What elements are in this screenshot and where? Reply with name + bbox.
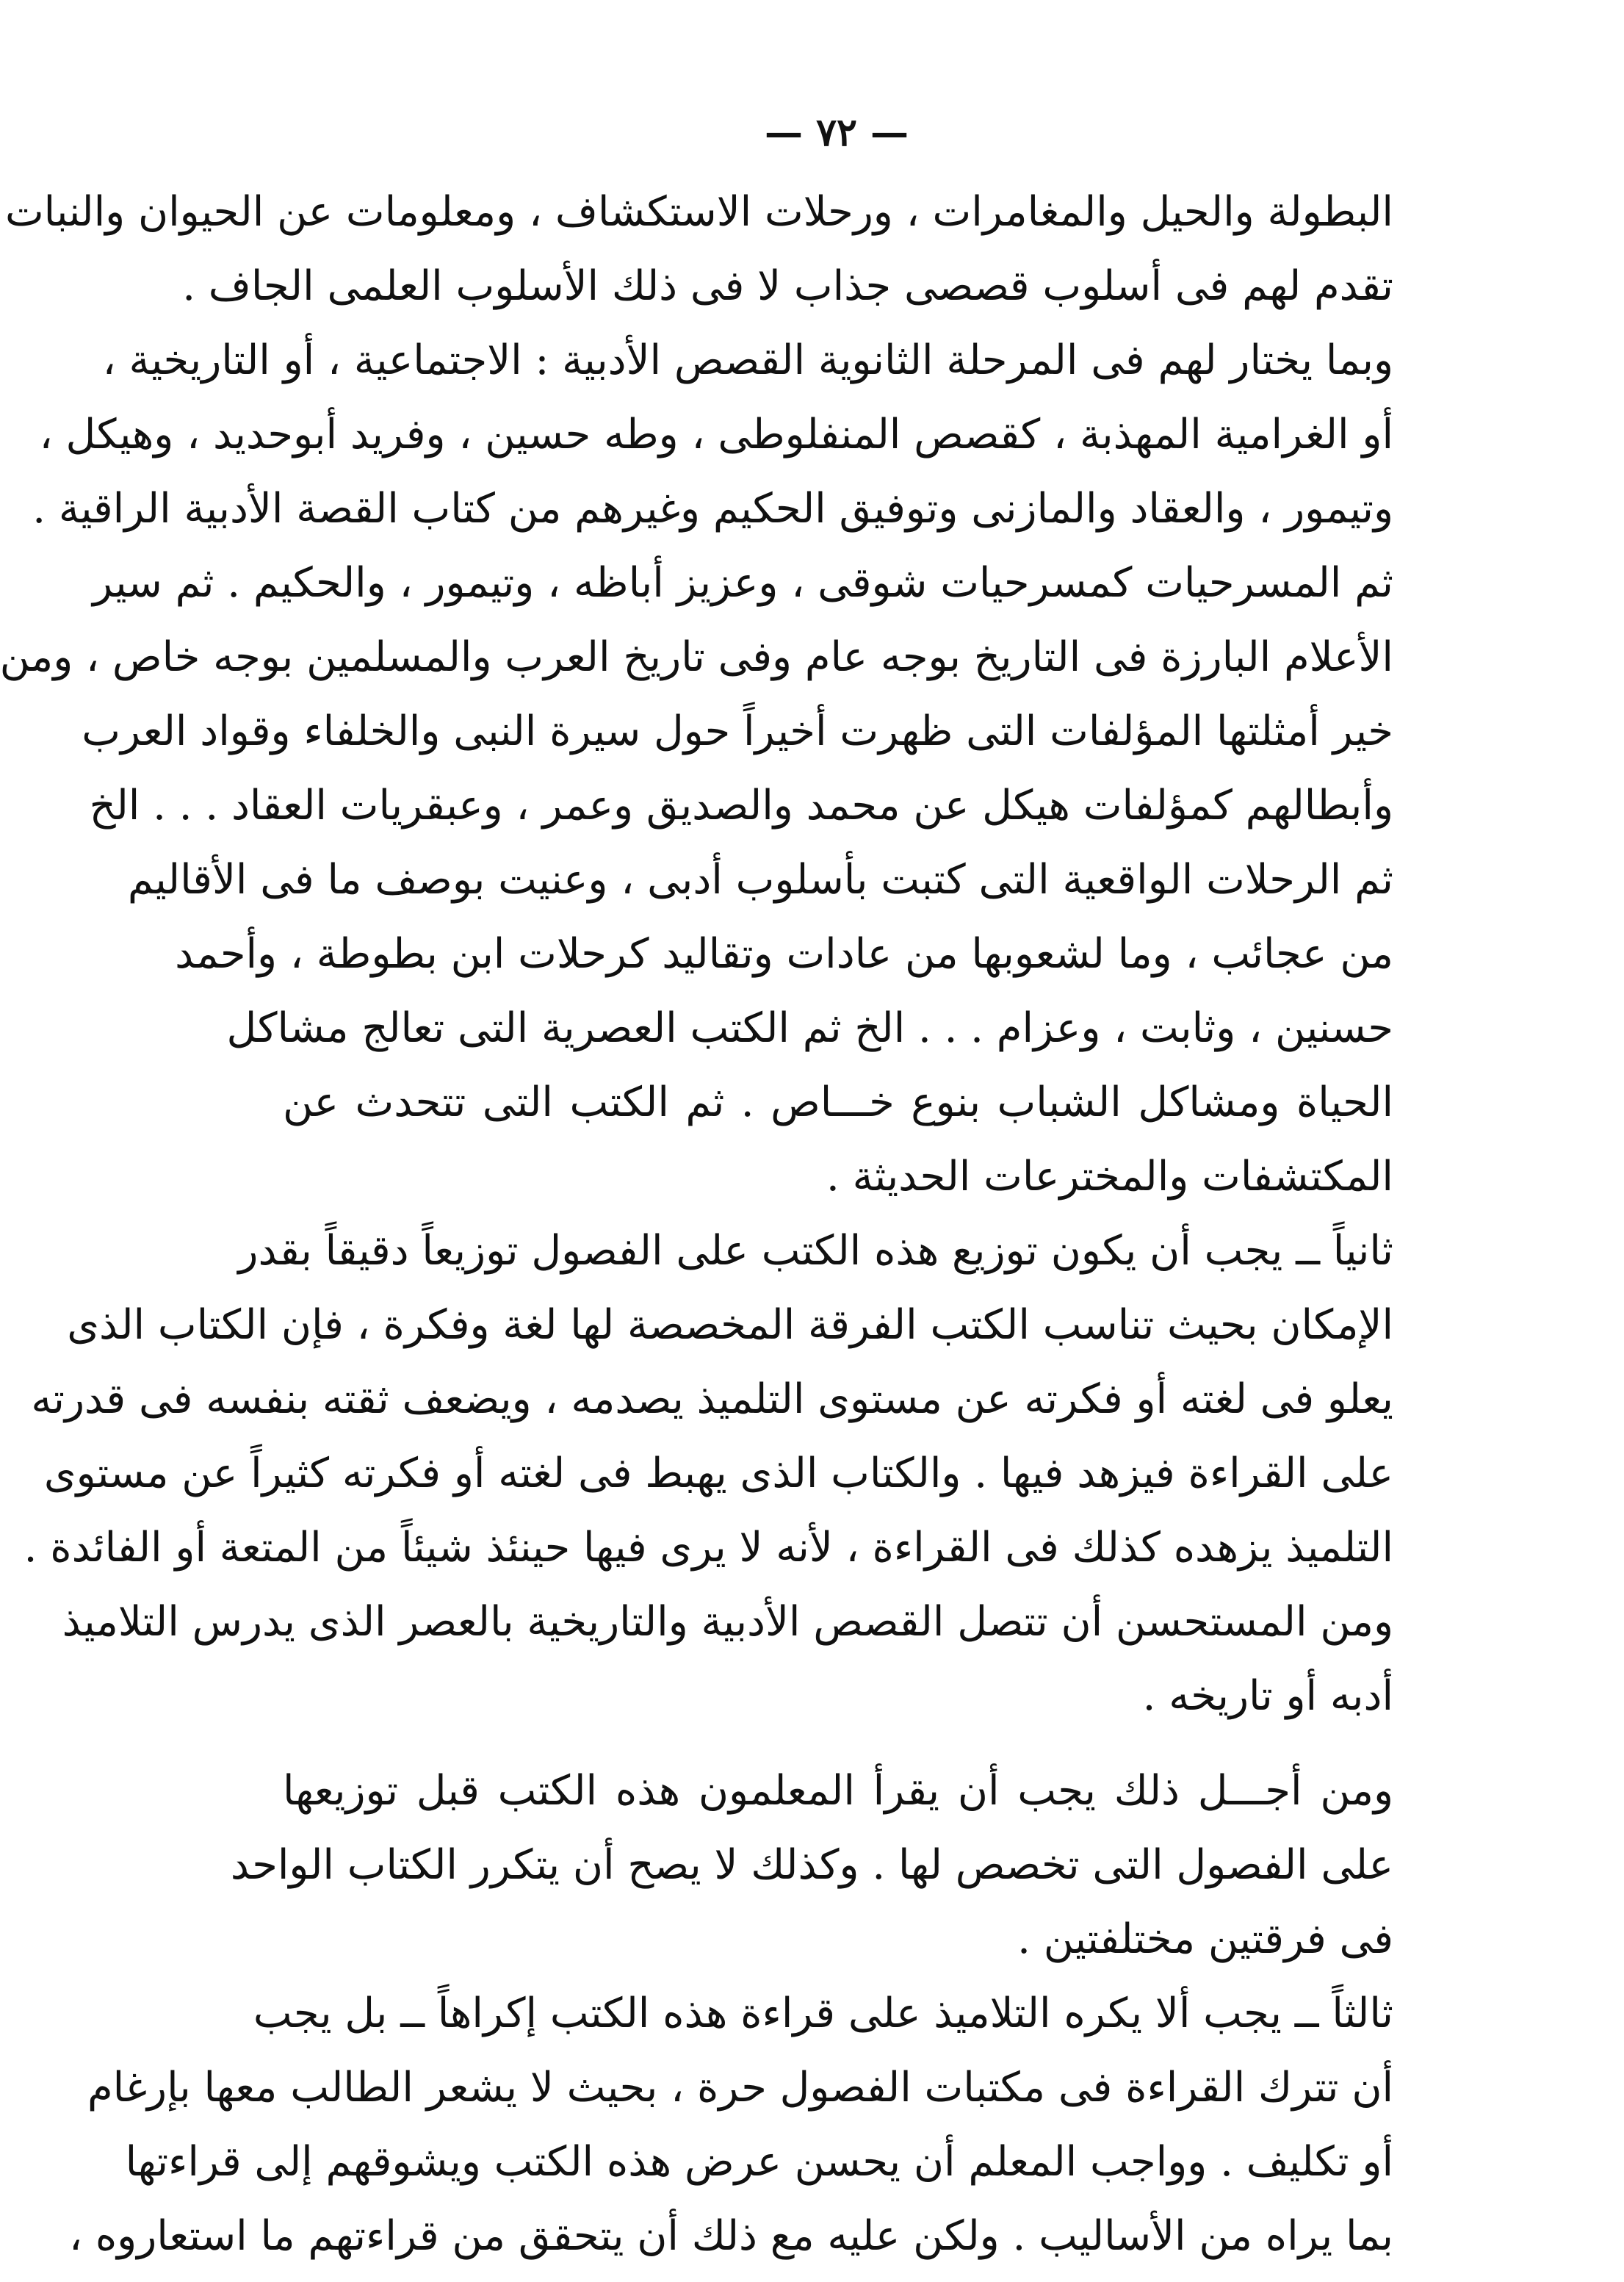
text-line: المكتشفات والمخترعات الحديثة .	[826, 1153, 1393, 1201]
text-line: خير أمثلتها المؤلفات التى ظهرت أخيراً حول سيرة النبى والخلفاء وقواد العرب	[82, 708, 1393, 755]
text-line: على الفصول التى تخصص لها . وكذلك لا يصح أن يتكرر الكتاب الواحد	[230, 1841, 1393, 1889]
text-line: ومن المستحسن أن تتصل القصص الأدبية والتاريخية بالعصر الذى يدرس التلاميذ	[62, 1598, 1393, 1646]
text-line: تقدم لهم فى أسلوب قصصى جذاب لا فى ذلك الأسلوب العلمى الجاف .	[182, 262, 1393, 310]
text-line: البطولة والحيل والمغامرات ، ورحلات الاستكشاف ، ومعلومات عن الحيوان والنبات	[4, 188, 1393, 236]
text-line: ثم الرحلات الواقعية التى كتبت بأسلوب أدبى ، وعنيت بوصف ما فى الأقاليم	[127, 856, 1393, 904]
text-line: ومن أجـــل ذلك يجب أن يقرأ المعلمون هذه الكتب قبل توزيعها	[283, 1767, 1393, 1815]
text-line: الإمكان بحيث تناسب الكتب الفرقة المخصصة لها لغة وفكرة ، فإن الكتاب الذى	[67, 1301, 1393, 1349]
text-line: أدبه أو تاريخه .	[1142, 1672, 1393, 1720]
text-line: أو الغرامية المهذبة ، كقصص المنفلوطى ، وطه حسين ، وفريد أبوحديد ، وهيكل ،	[39, 411, 1393, 458]
text-line: الأعلام البارزة فى التاريخ بوجه عام وفى تاريخ العرب والمسلمين بوجه خاص ، ومن	[0, 633, 1393, 681]
text-line: وتيمور ، والعقاد والمازنى وتوفيق الحكيم وغيرهم من كتاب القصة الأدبية الراقية .	[32, 485, 1393, 533]
text-line: يعلو فى لغته أو فكرته عن مستوى التلميذ يصدمه ، ويضعف ثقته بنفسه فى قدرته	[31, 1375, 1393, 1423]
text-line: حسنين ، وثابت ، وعزام . . . الخ ثم الكتب العصرية التى تعالج مشاكل	[226, 1004, 1393, 1052]
text-line: فى فرقتين مختلفتين .	[1017, 1915, 1393, 1963]
text-line: بما يراه من الأساليب . ولكن عليه مع ذلك أن يتحقق من قراءتهم ما استعاروه ،	[68, 2212, 1393, 2260]
text-line: من عجائب ، وما لشعوبها من عادات وتقاليد كرحلات ابن بطوطة ، وأحمد	[175, 930, 1393, 978]
text-line: ثالثاً ــ يجب ألا يكره التلاميذ على قراءة هذه الكتب إكراهاً ــ بل يجب	[253, 1990, 1393, 2037]
text-line: وبما يختار لهم فى المرحلة الثانوية القصص الأدبية : الاجتماعية ، أو التاريخية ،	[102, 336, 1393, 384]
paragraph-gap	[283, 1733, 1393, 1754]
text-line: أن تترك القراءة فى مكتبات الفصول حرة ، بحيث لا يشعر الطالب معها بإرغام	[87, 2064, 1393, 2112]
text-line: وأبطالهم كمؤلفات هيكل عن محمد والصديق وعمر ، وعبقريات العقاد . . . الخ	[89, 782, 1393, 829]
page-number: — ٧٢ —	[764, 110, 909, 155]
text-line: الحياة ومشاكل الشباب بنوع خـــاص . ثم الكتب التى تتحدث عن	[283, 1079, 1393, 1126]
text-line: ثانياً ــ يجب أن يكون توزيع هذه الكتب على الفصول توزيعاً دقيقاً بقدر	[238, 1227, 1393, 1275]
text-line: أو تكليف . وواجب المعلم أن يحسن عرض هذه الكتب ويشوقهم إلى قراءتها	[125, 2138, 1393, 2186]
body-text	[0, 175, 1393, 2273]
text-line: على القراءة فيزهد فيها . والكتاب الذى يهبط فى لغته أو فكرته كثيراً عن مستوى	[43, 1450, 1393, 1497]
text-line: ثم المسرحيات كمسرحيات شوقى ، وعزيز أباظه ، وتيمور ، والحكيم . ثم سير	[93, 559, 1393, 607]
text-line: التلميذ يزهده كذلك فى القراءة ، لأنه لا يرى فيها حينئذ شيئاً من المتعة أو الفائدة .	[24, 1524, 1393, 1572]
